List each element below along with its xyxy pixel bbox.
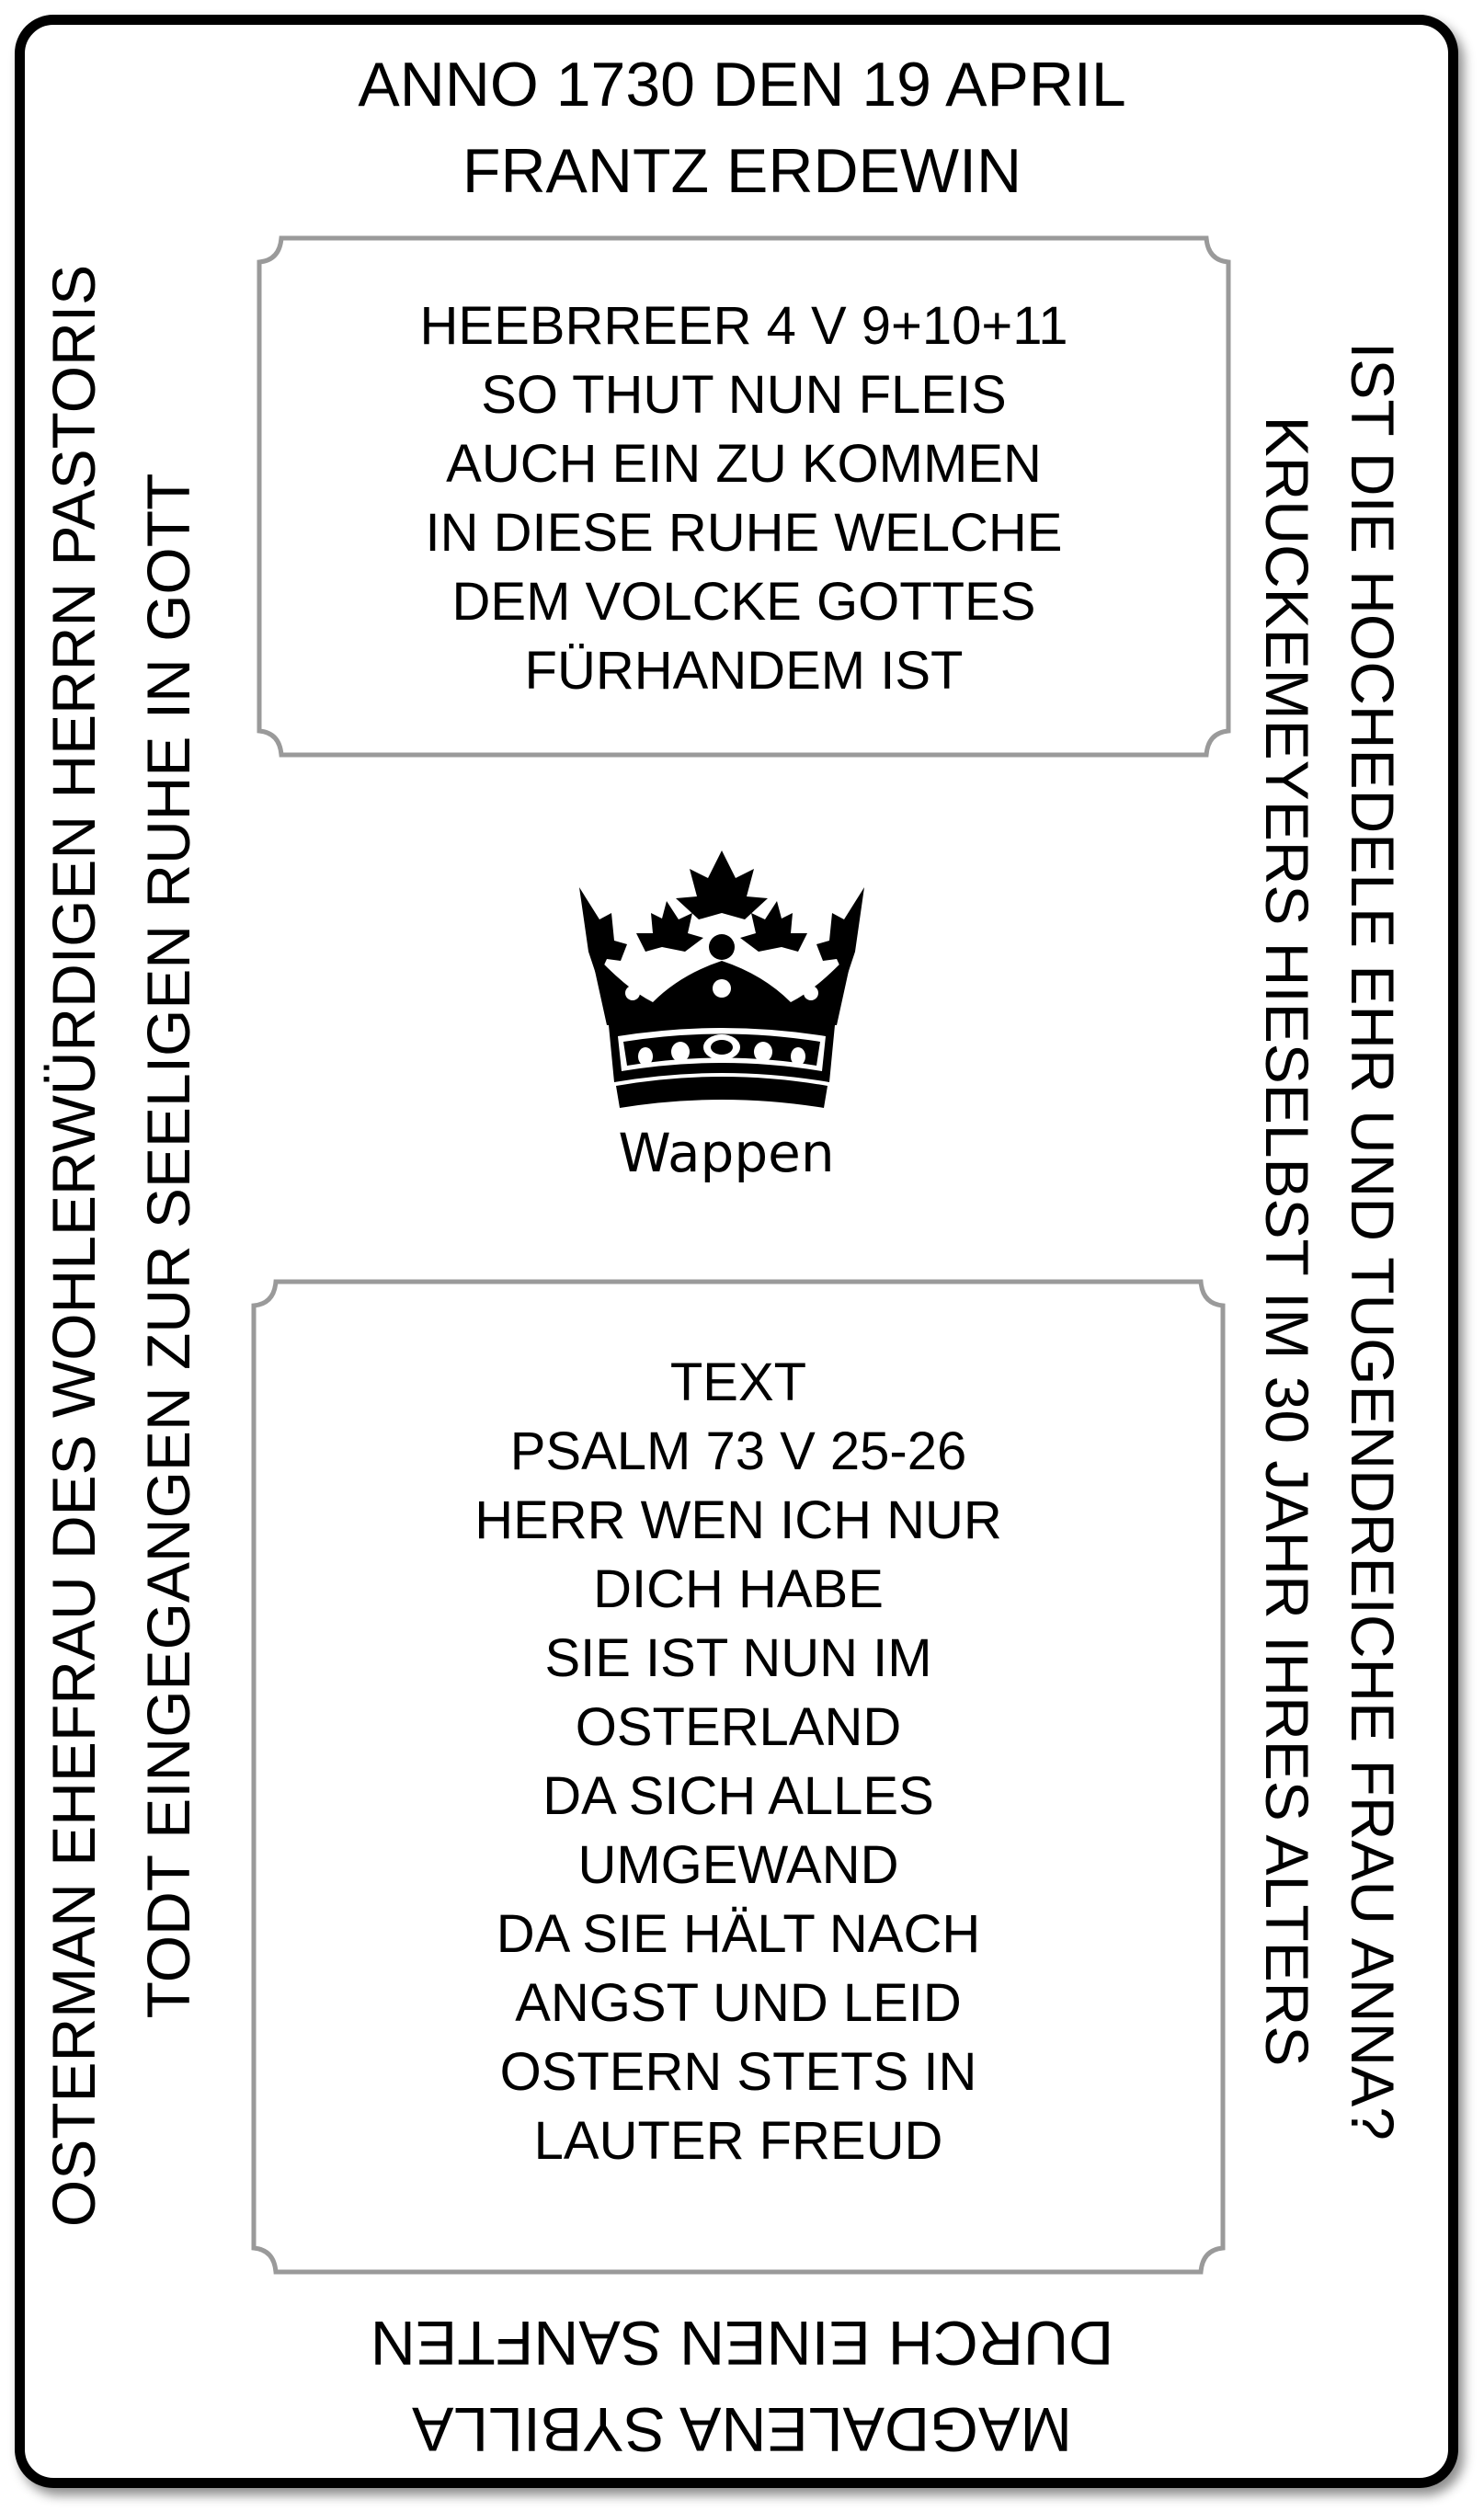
bottom-plaque: [250, 1278, 1227, 2276]
bottom-plaque-line: UMGEWAND: [577, 1835, 899, 1895]
bottom-plaque-line: DA SICH ALLES: [542, 1766, 934, 1826]
top-plaque-text: [256, 291, 1232, 705]
bottom-plaque-line: DICH HABE: [593, 1559, 884, 1619]
top-plaque-line: IN DIESE RUHE WELCHE: [425, 503, 1063, 563]
bottom-plaque-line: SIE IST NUN IM: [544, 1628, 932, 1688]
bottom-plaque-line: HERR WEN ICH NUR: [474, 1490, 1002, 1550]
top-plaque-line: DEM VOLCKE GOTTES: [451, 572, 1036, 632]
bottom-inscription-upper: DURCH EINEN SANFTEN: [370, 2308, 1114, 2378]
top-plaque-line: HEEBRREER 4 V 9+10+11: [419, 296, 1068, 356]
bottom-plaque-line: TEXT: [669, 1353, 807, 1412]
left-inner-inscription: TODT EINGEGANGEN ZUR SEELIGEN RUHE IN GOTT: [134, 473, 202, 2019]
header-name: FRANTZ ERDEWIN: [462, 136, 1022, 206]
bottom-plaque-line: LAUTER FREUD: [533, 2111, 943, 2171]
top-plaque-line: SO THUT NUN FLEIS: [481, 365, 1007, 425]
top-plaque-line: AUCH EIN ZU KOMMEN: [446, 434, 1042, 494]
top-plaque: [256, 234, 1232, 759]
header-date: ANNO 1730 DEN 19 APRIL: [358, 50, 1126, 120]
bottom-plaque-line: OSTERLAND: [575, 1697, 902, 1757]
crest-caption: Wappen: [618, 1122, 835, 1184]
bottom-inscription-lower: MAGDALENA SYBILLA: [411, 2394, 1073, 2464]
right-inner-inscription: KRUCKEMEYERS HIESELBST IM 30 JAHR IHRES ALTERS: [1253, 416, 1321, 2067]
left-outer-inscription: OSTERMAN EHEFRAU DES WOHLERWÜRDIGEN HERRN PASTORIS: [40, 264, 108, 2228]
right-outer-inscription: IST DIE HOCHEDELE EHR UND TUGENDREICHE FRAU ANNA?: [1339, 342, 1407, 2140]
crown-icon: [570, 841, 873, 1145]
bottom-plaque-line: DA SIE HÄLT NACH: [496, 1904, 981, 1964]
top-plaque-line: FÜRHANDEM IST: [524, 641, 964, 701]
bottom-plaque-line: PSALM 73 V 25-26: [509, 1421, 967, 1481]
bottom-plaque-line: OSTERN STETS IN: [499, 2042, 977, 2102]
bottom-plaque-text: [250, 1348, 1227, 2175]
bottom-plaque-line: ANGST UND LEID: [515, 1973, 962, 2033]
